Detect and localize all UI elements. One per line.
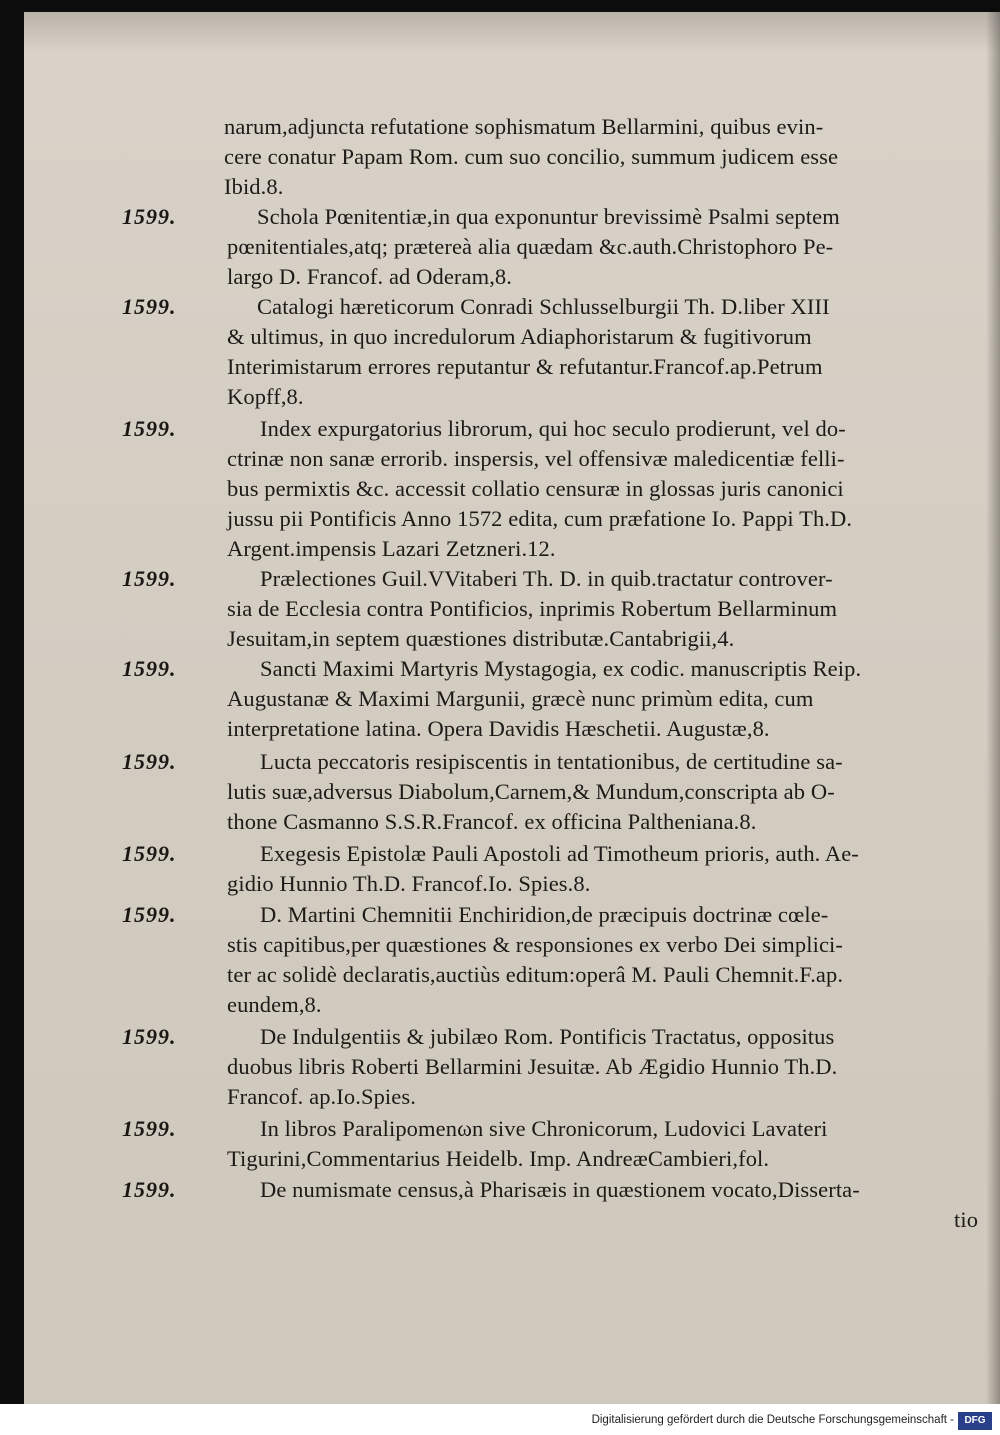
year-label: 1599. (122, 1177, 177, 1202)
year-label: 1599. (122, 204, 177, 229)
text-line: Augustanæ & Maximi Margunii, græcè nunc primùm edita, cum (227, 686, 814, 711)
book-page (24, 12, 1000, 1404)
text-line: & ultimus, in quo incredulorum Adiaphoristarum & fugitivorum (227, 324, 812, 349)
text-line: largo D. Francof. ad Oderam,8. (227, 264, 512, 289)
text-line: lutis suæ,adversus Diabolum,Carnem,& Mundum,conscripta ab O- (227, 779, 835, 804)
entry-first-line: Prælectiones Guil.VVitaberi Th. D. in quib.tractatur controver- (260, 566, 833, 591)
text-line: Argent.impensis Lazari Zetzneri.12. (227, 536, 556, 561)
text-line: thone Casmanno S.S.R.Francof. ex officina Paltheniana.8. (227, 809, 757, 834)
entry-first-line: Catalogi hæreticorum Conradi Schlusselburgii Th. D.liber XIII (257, 294, 830, 319)
year-label: 1599. (122, 416, 177, 441)
year-label: 1599. (122, 749, 177, 774)
catchword: tio (954, 1207, 979, 1232)
text-line: Kopff,8. (227, 384, 304, 409)
entry-first-line: De numismate census,à Pharisæis in quæstionem vocato,Disserta- (260, 1177, 860, 1202)
text-line: eundem,8. (227, 992, 322, 1017)
text-line: stis capitibus,per quæstiones & responsiones ex verbo Dei simplici- (227, 932, 843, 957)
entry-first-line: Index expurgatorius librorum, qui hoc seculo prodierunt, vel do- (260, 416, 846, 441)
year-label: 1599. (122, 294, 177, 319)
text-line: Interimistarum errores reputantur & refutantur.Francof.ap.Petrum (227, 354, 823, 379)
text-line: duobus libris Roberti Bellarmini Jesuitæ. Ab Ægidio Hunnio Th.D. (227, 1054, 838, 1079)
entry-first-line: Schola Pœnitentiæ,in qua exponuntur brevissimè Psalmi septem (257, 204, 840, 229)
year-label: 1599. (122, 902, 177, 927)
text-line: Tigurini,Commentarius Heidelb. Imp. AndreæCambieri,fol. (227, 1146, 770, 1171)
text-line: bus permixtis &c. accessit collatio censuræ in glossas juris canonici (227, 476, 844, 501)
entry-first-line: In libros Paralipomenωn sive Chronicorum, Ludovici Lavateri (260, 1116, 828, 1141)
dfg-logo: DFG (958, 1412, 992, 1430)
text-line: pœnitentiales,atq; prætereà alia quædam &c.auth.Christophoro Pe- (227, 234, 834, 259)
entry-first-line: Sancti Maximi Martyris Mystagogia, ex codic. manuscriptis Reip. (260, 656, 862, 681)
text-line: Francof. ap.Io.Spies. (227, 1084, 416, 1109)
entry-first-line: Exegesis Epistolæ Pauli Apostoli ad Timotheum prioris, auth. Ae- (260, 841, 859, 866)
funding-credit: Digitalisierung gefördert durch die Deutsche Forschungsgemeinschaft - (591, 1414, 954, 1426)
text-line: interpretatione latina. Opera Davidis Hæschetii. Augustæ,8. (227, 716, 770, 741)
text-line: jussu pii Pontificis Anno 1572 edita, cum præfatione Io. Pappi Th.D. (227, 506, 853, 531)
year-label: 1599. (122, 1024, 177, 1049)
text-line: gidio Hunnio Th.D. Francof.Io. Spies.8. (227, 871, 591, 896)
text-line: Ibid.8. (224, 174, 284, 199)
text-line: cere conatur Papam Rom. cum suo concilio, summum judicem esse (224, 144, 839, 169)
entry-first-line: De Indulgentiis & jubilæo Rom. Pontificis Tractatus, oppositus (260, 1024, 835, 1049)
year-label: 1599. (122, 1116, 177, 1141)
page-shadow (24, 12, 1000, 52)
text-line: ctrinæ non sanæ errorib. inspersis, vel offensivæ maledicentiæ felli- (227, 446, 845, 471)
entry-first-line: D. Martini Chemnitii Enchiridion,de præcipuis doctrinæ cœle- (260, 902, 829, 927)
footer-bar (0, 1404, 1000, 1435)
entry-first-line: Lucta peccatoris resipiscentis in tentationibus, de certitudine sa- (260, 749, 843, 774)
text-line: sia de Ecclesia contra Pontificios, inprimis Robertum Bellarminum (227, 596, 838, 621)
year-label: 1599. (122, 841, 177, 866)
year-label: 1599. (122, 656, 177, 681)
text-line: Jesuitam,in septem quæstiones distributæ.Cantabrigii,4. (227, 626, 735, 651)
text-line: narum,adjuncta refutatione sophismatum Bellarmini, quibus evin- (224, 114, 824, 139)
year-label: 1599. (122, 566, 177, 591)
text-line: ter ac solidè declaratis,auctiùs editum:operâ M. Pauli Chemnit.F.ap. (227, 962, 844, 987)
